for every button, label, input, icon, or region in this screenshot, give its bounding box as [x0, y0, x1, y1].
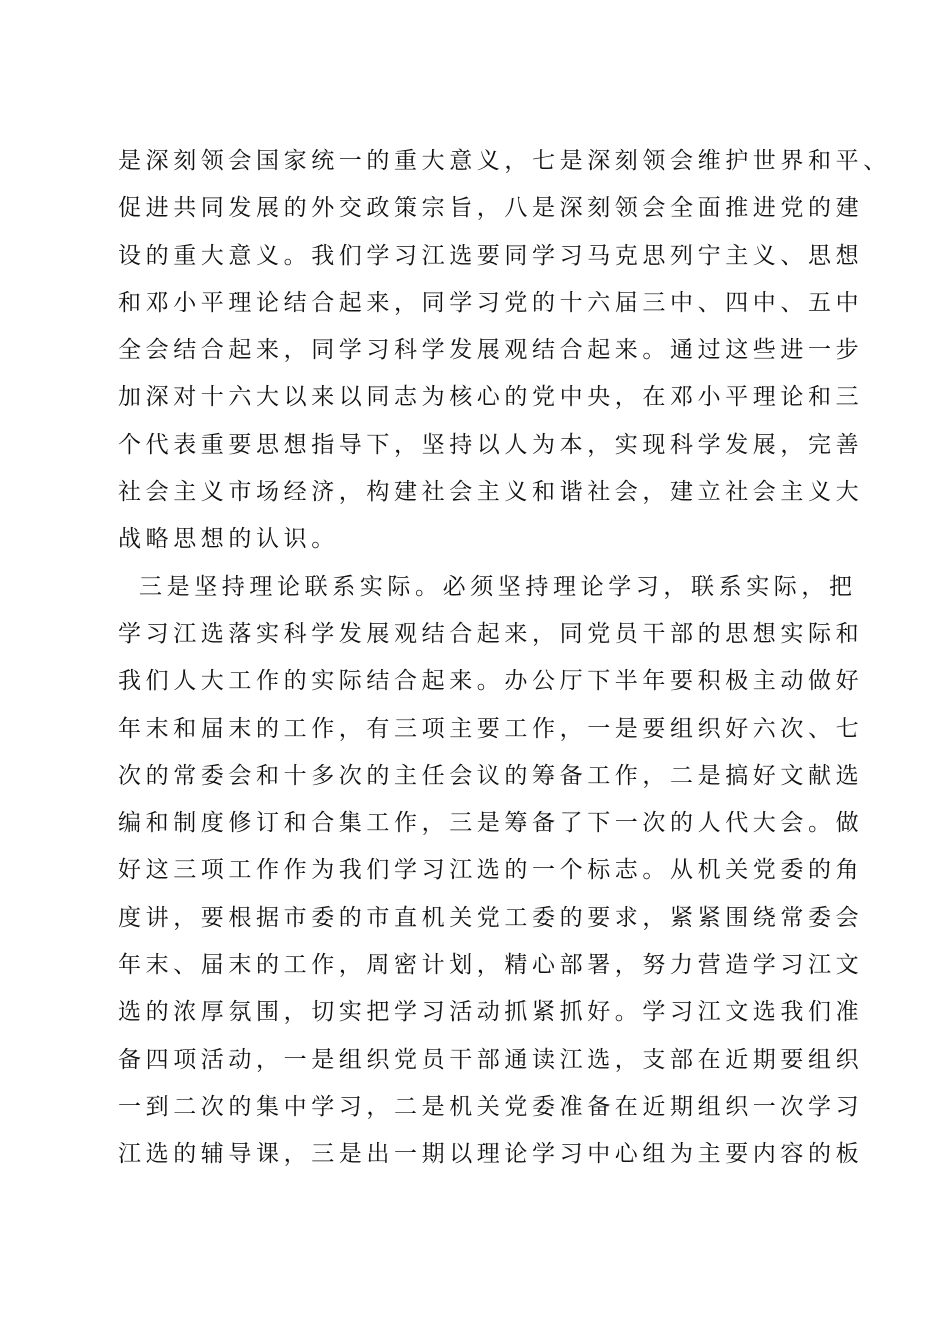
paragraph-start-line: 三是坚持理论联系实际。必须坚持理论学习，联系实际，把 [139, 573, 857, 600]
body-text [118, 138, 891, 1179]
text-line-20: 备四项活动，一是组织党员干部通读江选，支部在近期要组织 [118, 1046, 864, 1073]
text-line-5: 全会结合起来，同学习科学发展观结合起来。通过这些进一步 [118, 337, 864, 364]
text-line-19: 选的浓厚氛围，切实把学习活动抓紧抓好。学习江文选我们准 [118, 999, 864, 1026]
text-line-9: 战略思想的认识。 [118, 526, 339, 553]
text-line-3: 设的重大意义。我们学习江选要同学习马克思列宁主义、思想 [118, 242, 864, 269]
text-line-7: 个代表重要思想指导下，坚持以人为本，实现科学发展，完善 [118, 431, 864, 458]
text-line-11: 学习江选落实科学发展观结合起来，同党员干部的思想实际和 [118, 620, 864, 647]
text-line-8: 社会主义市场经济，构建社会主义和谐社会，建立社会主义大 [118, 479, 864, 506]
text-line-18: 年末、届末的工作，周密计划，精心部署，努力营造学习江文 [118, 952, 864, 979]
text-line-4: 和邓小平理论结合起来，同学习党的十六届三中、四中、五中 [118, 289, 864, 316]
text-line-6: 加深对十六大以来以同志为核心的党中央，在邓小平理论和三 [118, 384, 864, 411]
text-line-22: 江选的辅导课，三是出一期以理论学习中心组为主要内容的板 [118, 1141, 864, 1168]
text-line-17: 度讲，要根据市委的市直机关党工委的要求，紧紧围绕常委会 [118, 904, 864, 931]
text-line-14: 次的常委会和十多次的主任会议的筹备工作，二是搞好文献选 [118, 762, 864, 789]
text-line-1: 是深刻领会国家统一的重大意义，七是深刻领会维护世界和平、 [118, 148, 891, 174]
text-line-15: 编和制度修订和合集工作，三是筹备了下一次的人代大会。做 [118, 810, 864, 837]
text-line-2: 促进共同发展的外交政策宗旨，八是深刻领会全面推进党的建 [118, 195, 864, 222]
text-line-13: 年末和届末的工作，有三项主要工作，一是要组织好六次、七 [118, 715, 864, 742]
text-line-21: 一到二次的集中学习，二是机关党委准备在近期组织一次学习 [118, 1093, 864, 1120]
text-line-16: 好这三项工作作为我们学习江选的一个标志。从机关党委的角 [118, 857, 864, 884]
text-line-12: 我们人大工作的实际结合起来。办公厅下半年要积极主动做好 [118, 668, 864, 695]
